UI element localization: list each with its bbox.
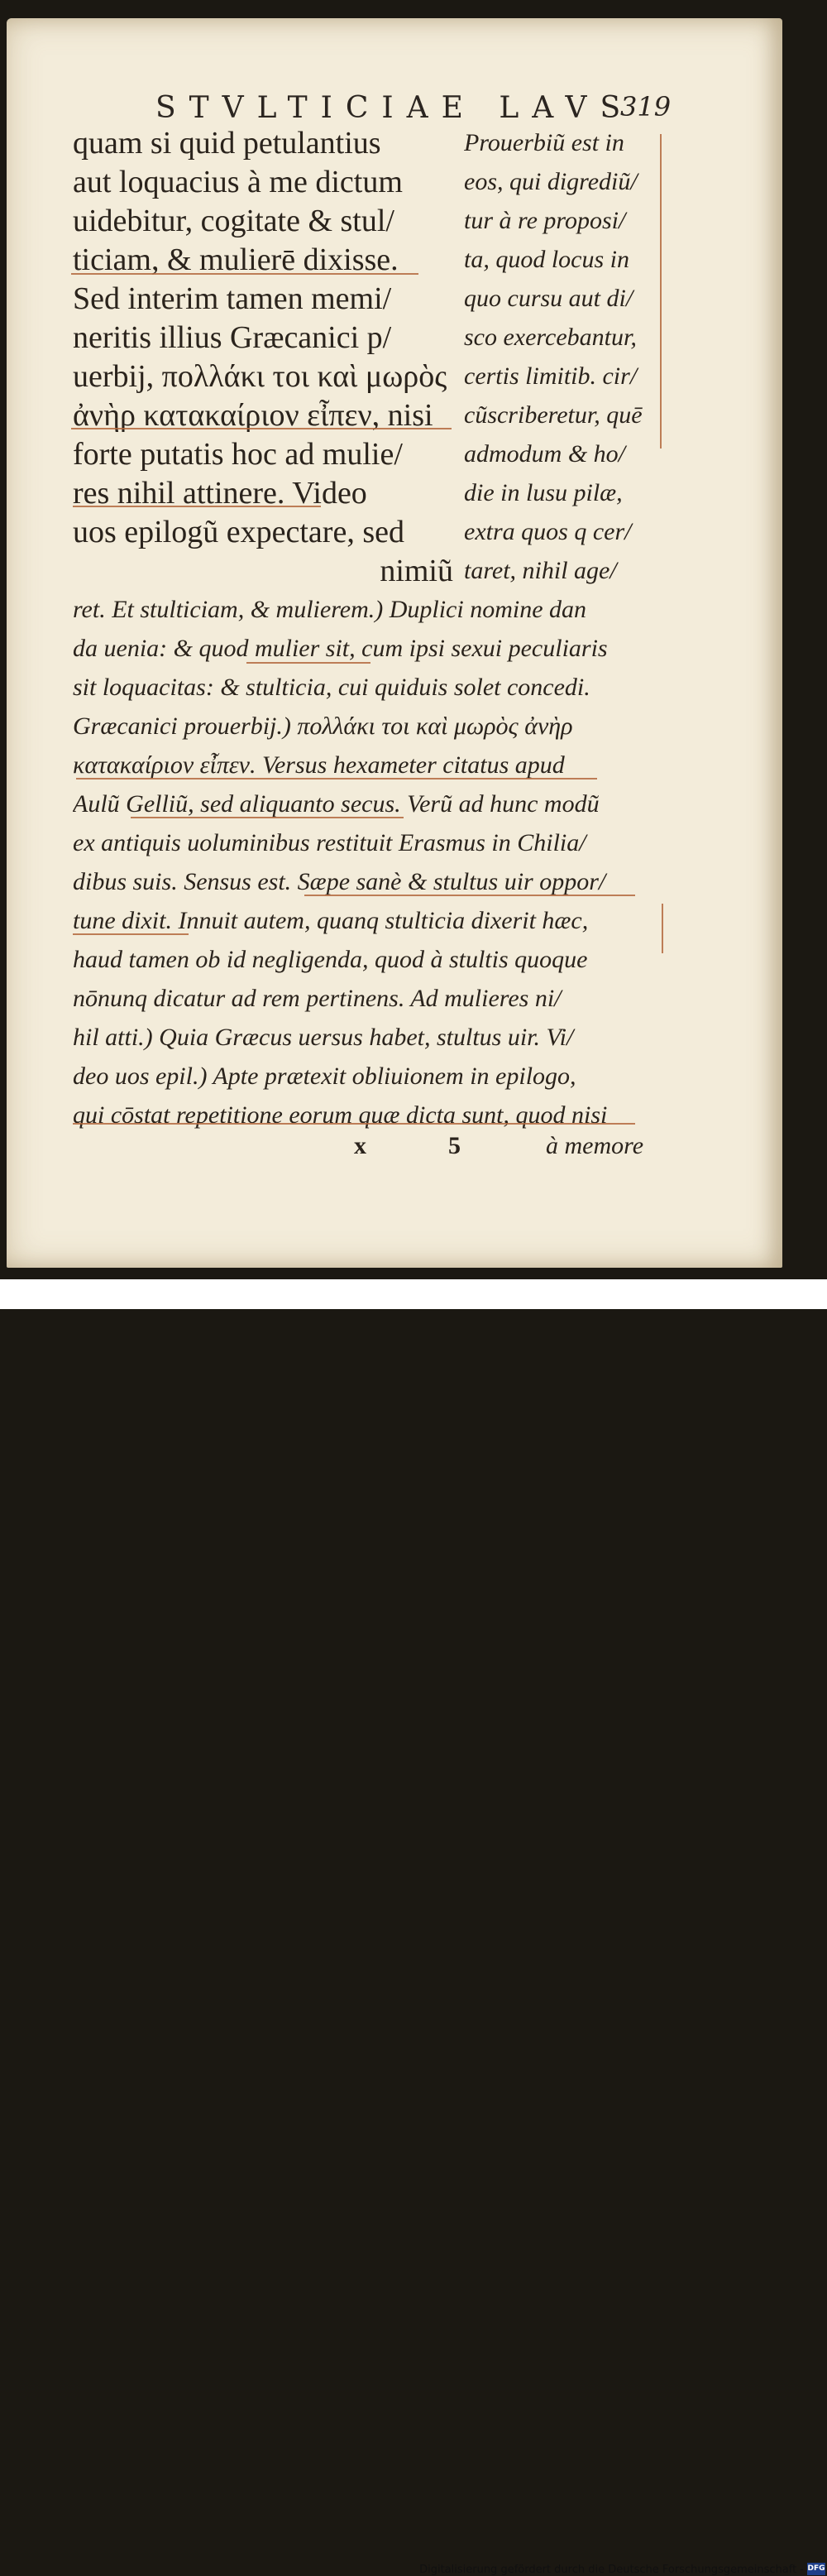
- main-text-line: uidebitur, cogitate & stul/: [73, 204, 394, 238]
- marginal-note-line: ta, quod locus in: [464, 246, 629, 273]
- commentary-line: ret. Et stulticiam, & mulierem.) Duplici nomine dan: [73, 596, 587, 623]
- folio-number: 319: [620, 91, 672, 122]
- marginal-note-line: quo cursu aut di/: [464, 285, 633, 312]
- marginal-note-line: eos, qui digrediũ/: [464, 168, 638, 195]
- marginal-note-line: certis limitib. cir/: [464, 362, 638, 390]
- commentary-line: Aulũ Gelliũ, sed aliquanto secus. Verũ ad hunc modũ: [73, 790, 600, 818]
- running-title: STVLTICIAE LAVS: [155, 91, 634, 125]
- marginal-note-line: cũscriberetur, quē: [464, 401, 643, 429]
- marginal-note-line: tur à re proposi/: [464, 207, 626, 234]
- footer-strip: [0, 1279, 827, 2576]
- pencil-underline: [73, 933, 189, 935]
- book-page: [7, 18, 782, 1268]
- main-text-line: uos epilogũ expectare, sed: [73, 515, 404, 549]
- pencil-bracket: [662, 904, 663, 953]
- pencil-underline: [304, 895, 635, 896]
- commentary-line: Græcanici prouerbij.) πολλάκι τοι καὶ μωρὸς ἀνὴρ: [73, 712, 573, 740]
- commentary-line: dibus suis. Sensus est. Sæpe sanè & stultus uir oppor/: [73, 868, 606, 895]
- signature-mark: 5: [448, 1132, 461, 1159]
- main-text-line: forte putatis hoc ad mulie/: [73, 437, 403, 472]
- commentary-line: nōnunq dicatur ad rem pertinens. Ad mulieres ni/: [73, 985, 562, 1012]
- main-text-line: neritis illius Græcanici p/: [73, 320, 392, 355]
- main-text-line: nimiũ: [380, 554, 453, 588]
- pencil-underline: [71, 273, 418, 275]
- main-text-line: ἀνὴρ κατακαίριον εἶπεν, nisi: [73, 398, 433, 433]
- marginal-note-line: taret, nihil age/: [464, 557, 617, 584]
- main-text-line: Sed interim tamen memi/: [73, 281, 392, 316]
- commentary-line: qui cōstat repetitione eorum quæ dicta sunt, quod nisi: [73, 1101, 608, 1129]
- pencil-underline: [73, 506, 321, 507]
- commentary-line: hil atti.) Quia Græcus uersus habet, stultus uir. Vi/: [73, 1024, 574, 1051]
- commentary-line: κατακαίριον εἶπεν. Versus hexameter citatus apud: [73, 751, 565, 779]
- commentary-line: haud tamen ob id negligenda, quod à stultis quoque: [73, 946, 588, 973]
- commentary-line: sit loquacitas: & stulticia, cui quiduis solet concedi.: [73, 674, 590, 701]
- pencil-underline: [131, 817, 404, 818]
- catchword: à memore: [546, 1132, 644, 1159]
- commentary-line: deo uos epil.) Apte prætexit obliuionem in epilogo,: [73, 1063, 576, 1090]
- marginal-note-line: die in lusu pilæ,: [464, 479, 623, 506]
- main-text-line: res nihil attinere. Video: [73, 476, 367, 511]
- commentary-line: tune dixit. Innuit autem, quanq stulticia dixerit hæc,: [73, 907, 589, 934]
- main-text-line: aut loquacius à me dictum: [73, 165, 403, 199]
- pencil-underline: [76, 778, 597, 780]
- marginal-note-line: Prouerbiũ est in: [464, 129, 624, 156]
- pencil-underline: [73, 1123, 635, 1125]
- commentary-line: da uenia: & quod mulier sit, cum ipsi sexui peculiaris: [73, 635, 608, 662]
- pencil-bracket: [660, 134, 662, 449]
- pencil-underline: [71, 428, 452, 429]
- dfg-logo: DFG: [807, 2563, 825, 2575]
- marginal-note-line: admodum & ho/: [464, 440, 625, 468]
- pencil-underline: [246, 662, 370, 664]
- signature-mark: x: [354, 1132, 366, 1159]
- marginal-note-line: extra quos q cer/: [464, 518, 632, 545]
- main-text-line: ticiam, & mulierē dixisse.: [73, 242, 399, 277]
- marginal-note-line: sco exercebantur,: [464, 324, 637, 351]
- commentary-line: ex antiquis uoluminibus restituit Erasmus in Chilia/: [73, 829, 586, 856]
- main-text-line: quam si quid petulantius: [73, 126, 381, 161]
- main-text-line: uerbij, πολλάκι τοι καὶ μωρὸς: [73, 359, 447, 394]
- digitization-note: Digitalisierung gefördert durch die Deutsche Forschungsgemeinschaft -: [419, 2564, 804, 2576]
